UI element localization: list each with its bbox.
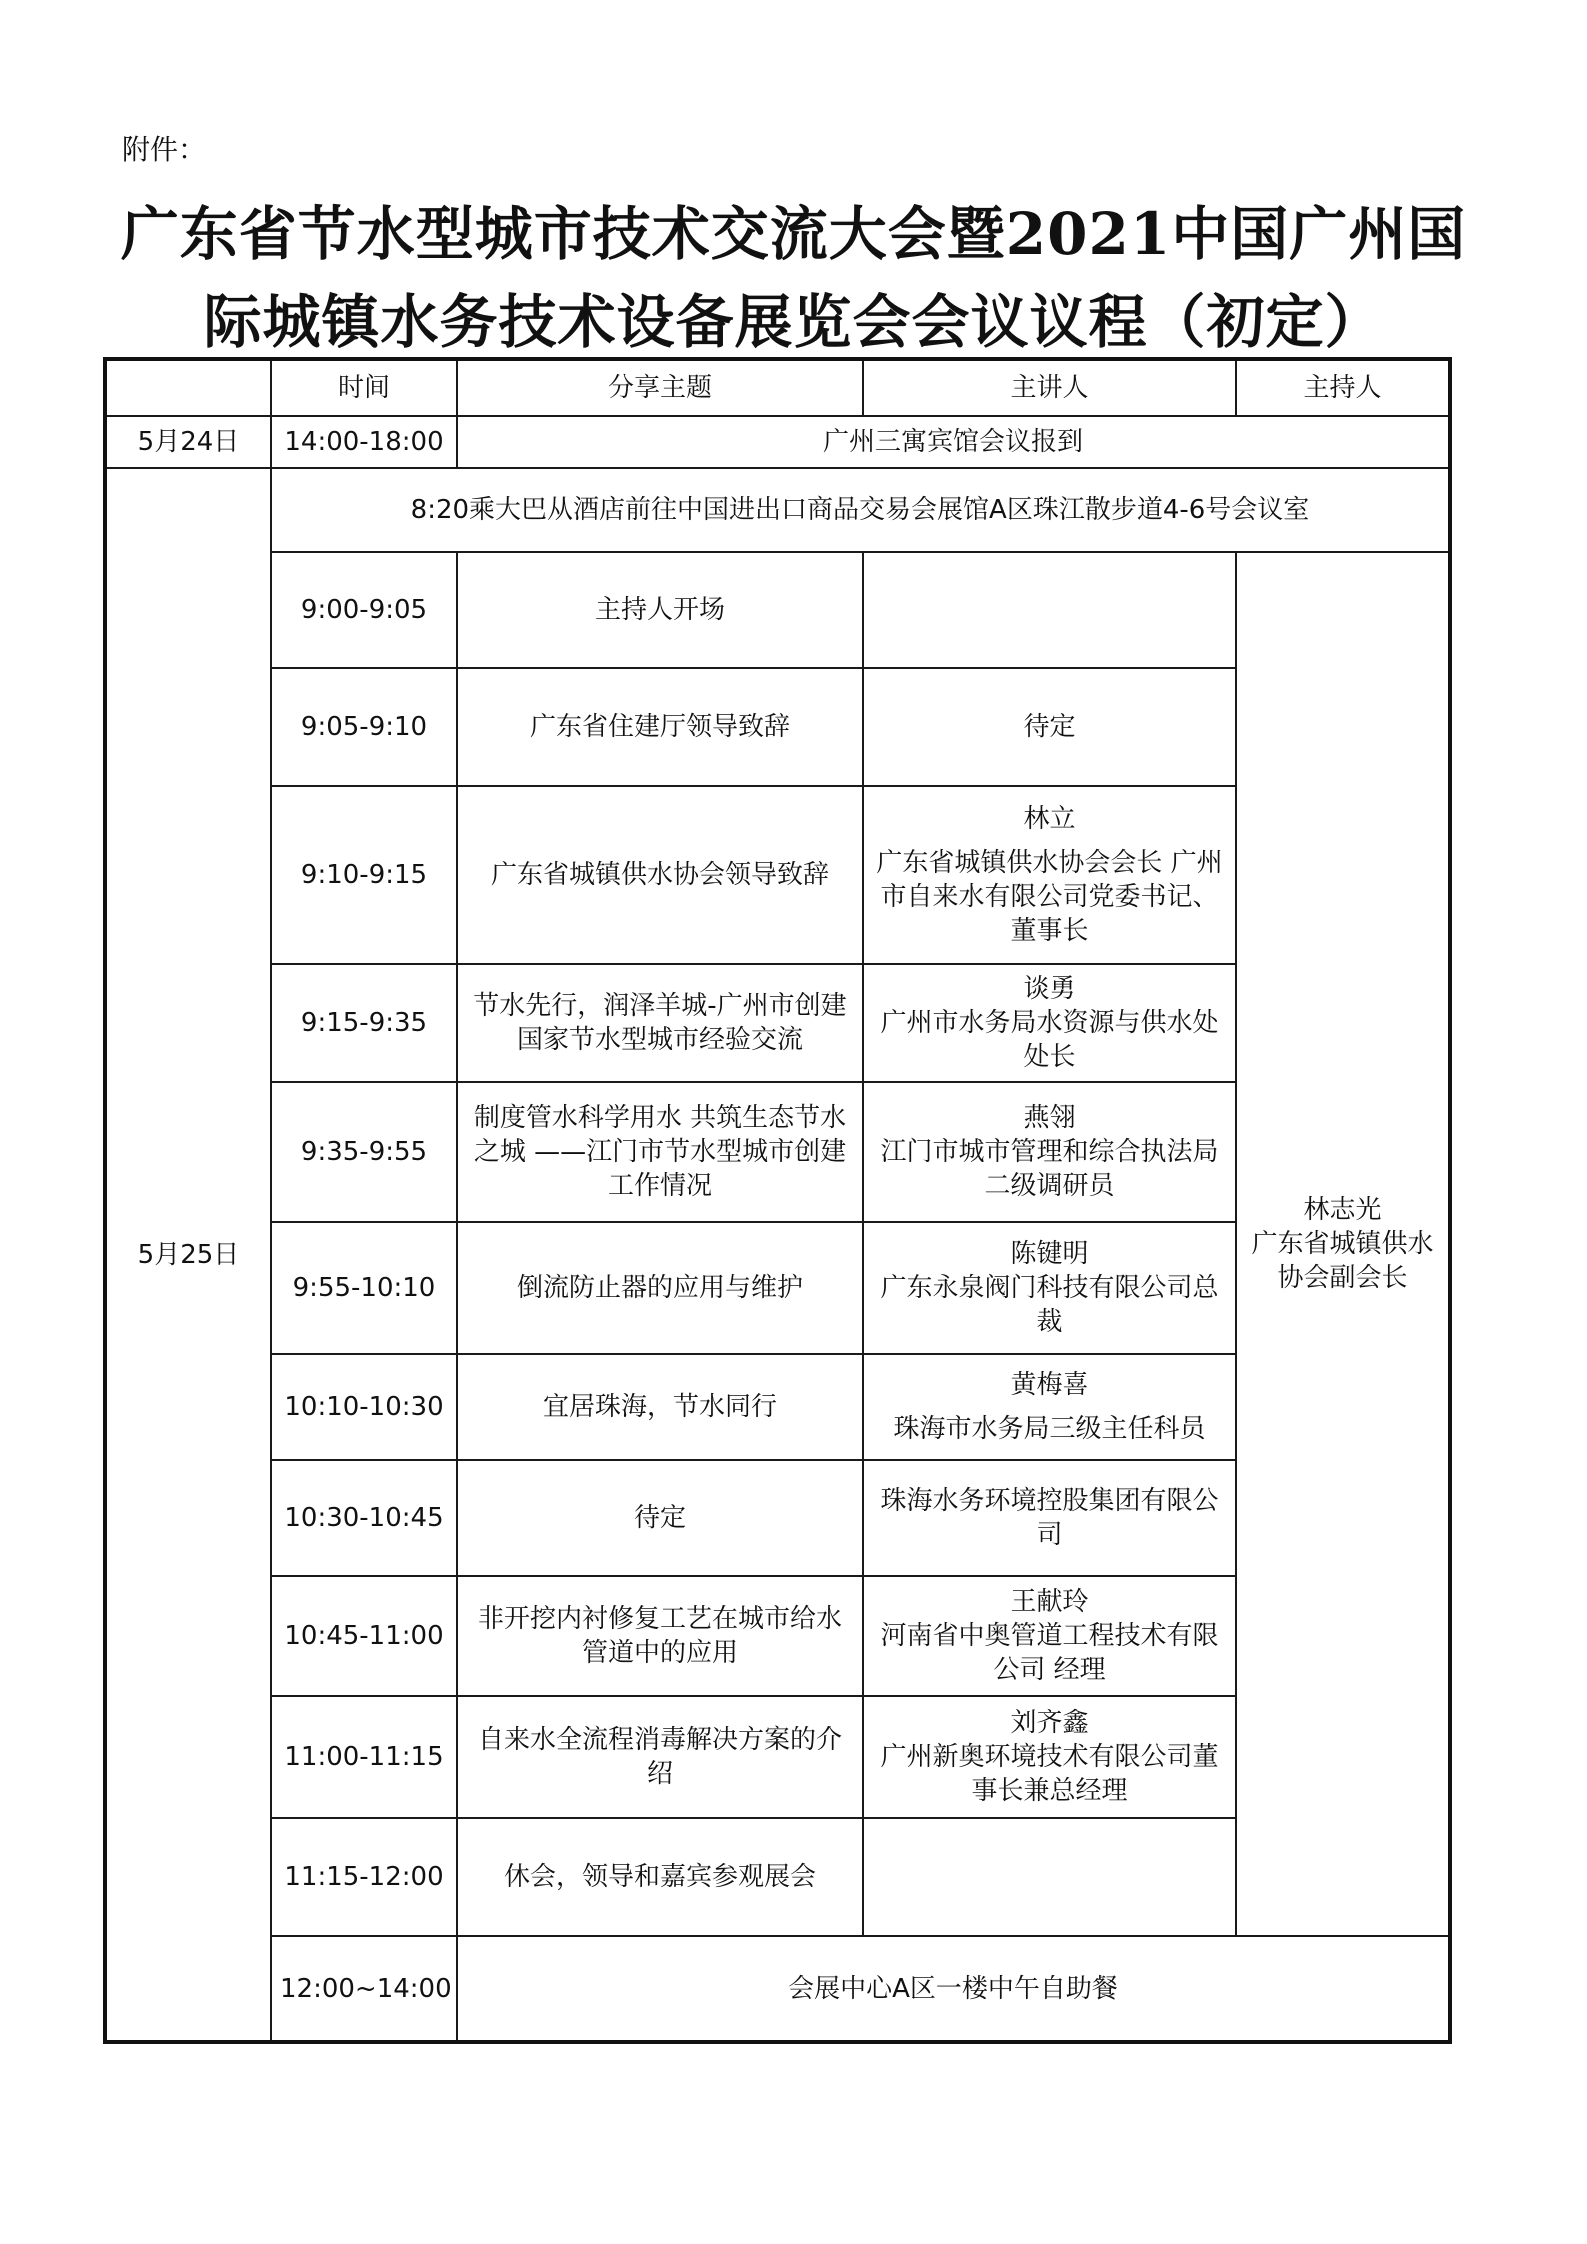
speaker-name: 待定 (1023, 712, 1076, 742)
header-speaker: 主讲人 (863, 359, 1236, 416)
day1-event: 广州三寓宾馆会议报到 (457, 416, 1450, 468)
header-host: 主持人 (1236, 359, 1450, 416)
shuttle-info: 8:20乘大巴从酒店前往中国进出口商品交易会展馆A区珠江散步道4-6号会议室 (271, 468, 1450, 552)
session-topic: 主持人开场 (457, 552, 863, 668)
speaker-title: 广东省城镇供水协会会长 广州市自来水有限公司党委书记、董事长 (876, 848, 1223, 946)
header-topic: 分享主题 (457, 359, 863, 416)
session-time: 11:15-12:00 (271, 1818, 457, 1936)
header-date (105, 359, 271, 416)
speaker-name: 黄梅喜 (1010, 1370, 1089, 1400)
session-time: 9:15-9:35 (271, 964, 457, 1082)
speaker-title: 珠海市水务局三级主任科员 (893, 1414, 1206, 1444)
speaker-name: 燕翎 (1023, 1103, 1076, 1133)
session-time: 10:10-10:30 (271, 1354, 457, 1460)
speaker-name: 林立 (1023, 804, 1076, 834)
session-time: 9:55-10:10 (271, 1222, 457, 1354)
title-line-1: 广东省节水型城市技术交流大会暨2021中国广州国 (120, 200, 1467, 268)
speaker-title: 广州市水务局水资源与供水处处长 (880, 1008, 1219, 1072)
day1-date: 5月24日 (105, 416, 271, 468)
session-topic: 倒流防止器的应用与维护 (457, 1222, 863, 1354)
host-title: 广东省城镇供水协会副会长 (1251, 1229, 1434, 1293)
session-speaker (863, 1082, 1236, 1222)
host-name: 林志光 (1303, 1195, 1382, 1225)
session-topic: 广东省城镇供水协会领导致辞 (457, 786, 863, 964)
session-topic: 自来水全流程消毒解决方案的介绍 (457, 1696, 863, 1818)
session-speaker (863, 786, 1236, 964)
session-speaker (863, 964, 1236, 1082)
session-topic: 宜居珠海，节水同行 (457, 1354, 863, 1460)
session-row (105, 552, 1450, 668)
session-time: 10:45-11:00 (271, 1576, 457, 1696)
title-line-2: 际城镇水务技术设备展览会会议议程（初定） (203, 288, 1384, 356)
lunch-row (105, 1936, 1450, 2042)
speaker-name: 陈键明 (1010, 1239, 1089, 1269)
session-speaker (863, 1696, 1236, 1818)
header-row (105, 359, 1450, 416)
lunch-time: 12:00~14:00 (271, 1936, 457, 2042)
session-topic: 节水先行，润泽羊城-广州市创建国家节水型城市经验交流 (457, 964, 863, 1082)
attachment-label: 附件： (122, 133, 207, 166)
session-topic: 广东省住建厅领导致辞 (457, 668, 863, 786)
session-time: 9:05-9:10 (271, 668, 457, 786)
session-topic: 制度管水科学用水 共筑生态节水之城 ——江门市节水型城市创建工作情况 (457, 1082, 863, 1222)
session-time: 9:00-9:05 (271, 552, 457, 668)
speaker-title: 河南省中奥管道工程技术有限公司 经理 (880, 1621, 1219, 1685)
speaker-title: 珠海水务环境控股集团有限公司 (880, 1486, 1219, 1550)
session-speaker (863, 1576, 1236, 1696)
agenda-table (103, 357, 1452, 2044)
session-speaker (863, 552, 1236, 668)
speaker-title: 广东永泉阀门科技有限公司总裁 (880, 1273, 1219, 1337)
speaker-name: 王献玲 (1010, 1587, 1089, 1617)
session-speaker (863, 1818, 1236, 1936)
speaker-name: 谈勇 (1023, 974, 1076, 1004)
session-topic: 休会，领导和嘉宾参观展会 (457, 1818, 863, 1936)
session-speaker (863, 1460, 1236, 1576)
day1-time: 14:00-18:00 (271, 416, 457, 468)
day1-row (105, 416, 1450, 468)
session-time: 9:10-9:15 (271, 786, 457, 964)
day2-date: 5月25日 (105, 468, 271, 2042)
speaker-title: 江门市城市管理和综合执法局二级调研员 (880, 1137, 1219, 1201)
lunch-event: 会展中心A区一楼中午自助餐 (457, 1936, 1450, 2042)
shuttle-row (105, 468, 1450, 552)
session-time: 10:30-10:45 (271, 1460, 457, 1576)
host-cell (1236, 552, 1450, 1936)
session-topic: 待定 (457, 1460, 863, 1576)
speaker-name: 刘齐鑫 (1010, 1708, 1089, 1738)
session-speaker (863, 1354, 1236, 1460)
speaker-title: 广州新奥环境技术有限公司董事长兼总经理 (880, 1742, 1219, 1806)
session-time: 11:00-11:15 (271, 1696, 457, 1818)
session-topic: 非开挖内衬修复工艺在城市给水管道中的应用 (457, 1576, 863, 1696)
document-title (100, 190, 1487, 366)
session-speaker (863, 668, 1236, 786)
session-speaker (863, 1222, 1236, 1354)
session-time: 9:35-9:55 (271, 1082, 457, 1222)
header-time: 时间 (271, 359, 457, 416)
